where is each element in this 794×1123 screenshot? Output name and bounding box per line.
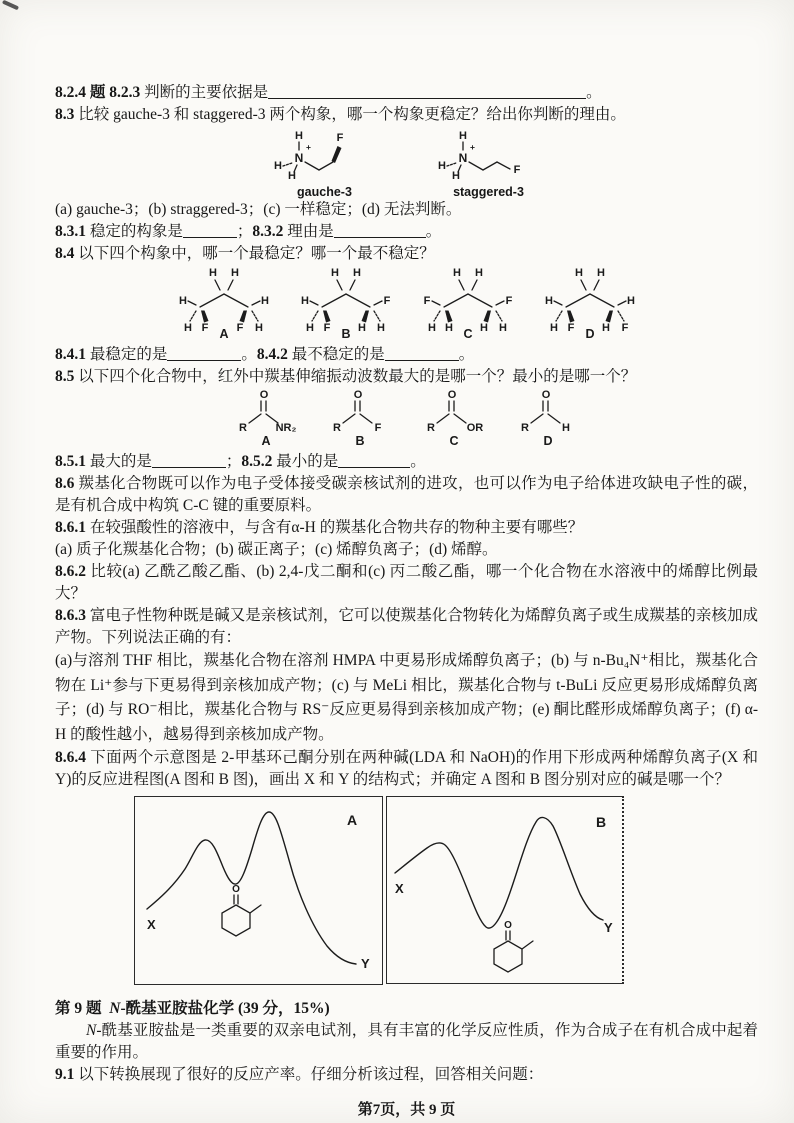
options-8-6-3: [55, 649, 758, 747]
atom-label: O: [259, 389, 268, 401]
question-text: 下面两个示意图是 2-甲基环己酮分别在两种碱(LDA 和 NaOH)的作用下形成两种烯醇负离子(X 和 Y)的反应进程图(A 图和 B 图)，画出 X 和 Y 的结构式；并确定 A 图和 B 图分别对应的碱是哪一个？: [55, 749, 758, 788]
question-8-6: [55, 473, 758, 517]
atom-label: H: [444, 322, 453, 334]
structure-letter: C: [448, 434, 459, 446]
answer-blank: [183, 224, 237, 238]
structure-letter: D: [542, 434, 553, 446]
atom-label: O: [447, 389, 456, 401]
question-number: 8.3.1: [55, 223, 86, 240]
2-methylcyclohexanone-structure: [222, 884, 261, 936]
punctuation: 。: [458, 346, 475, 363]
conformer-structures-8-3: [55, 128, 758, 199]
question-text: 稳定的构象是: [86, 223, 183, 240]
question-number: 8.4: [55, 245, 75, 262]
carbonyl-structures-8-5: [55, 388, 758, 451]
atom-label: F: [621, 322, 628, 334]
acyl-fluoride-structure: [325, 388, 395, 451]
conformer-b-structure: [298, 265, 394, 344]
question-text: 比较 gauche-3 和 staggered-3 两个构象，哪一个构象更稳定？给出你判断的理由。: [74, 106, 626, 123]
atom-label: R: [238, 422, 247, 434]
question-number: 8.5.2: [241, 453, 273, 470]
atom-label: F: [383, 295, 390, 307]
atom-label: H: [561, 422, 570, 434]
x-state-label: X: [147, 917, 156, 932]
atom-label: H: [437, 160, 446, 172]
options-text: (a) gauche-3；(b) straggered-3；(c) 一样稳定；(d) 无法判断。: [55, 201, 462, 218]
atom-label: H: [626, 295, 635, 307]
atom-label: H: [352, 267, 361, 279]
atom-label: H: [330, 267, 339, 279]
question-title: -酰基亚胺盐化学 (39 分，15%): [120, 1000, 330, 1017]
reaction-progress-diagram-a: [134, 796, 383, 985]
question-8-6-1: [55, 517, 758, 539]
atom-label: H: [300, 295, 309, 307]
question-8-5: [55, 366, 758, 388]
punctuation: 。: [241, 346, 257, 363]
punctuation: 。: [425, 223, 442, 240]
question-number: 8.3.2: [252, 223, 284, 240]
diagram-letter: B: [596, 814, 607, 830]
question-number: 8.2.4 题 8.2.3: [55, 84, 141, 101]
question-8-5-1: [55, 451, 758, 473]
question-number: 8.4.2: [256, 346, 288, 363]
options-text: (a) 质子化羰基化合物；(b) 碳正离子；(c) 烯醇负离子；(d) 烯醇。: [55, 541, 498, 558]
gauche-3-drawing: [269, 128, 381, 180]
atom-label: F: [323, 322, 330, 334]
atom-label: H: [357, 322, 366, 334]
options-8-3: [55, 199, 758, 221]
reaction-progress-diagrams: [134, 796, 758, 985]
atom-label: O: [541, 389, 550, 401]
atom-label: R: [426, 422, 435, 434]
2-methylcyclohexanone-structure: [494, 920, 533, 972]
atom-label: H: [287, 170, 296, 180]
atom-label: F: [567, 322, 574, 334]
atom-label: H: [479, 322, 488, 334]
atom-label: O: [504, 920, 512, 931]
atom-label: H: [183, 322, 192, 334]
atom-label: H: [254, 322, 263, 334]
amide-structure: [231, 388, 301, 451]
atom-label: H: [498, 322, 507, 334]
question-number: 8.3: [55, 106, 75, 123]
conformer-d-drawing: [542, 265, 638, 339]
conformer-a-structure: [176, 265, 272, 344]
options-text: (a)与溶剂 THF 相比，羰基化合物在溶剂 HMPA 中更易形成烯醇负离子；(b) 与 n-Bu₄N⁺相比，羰基化合物在 Li⁺参与下更易得到亲核加成产物；(c) 与 MeLi 相比，羰基化合物与 t-BuLi 反应更易形成烯醇负离子；(d) 与 RO⁻相比，羰基化合物与 RS⁻反应更易得到亲核加成产物；(e) 酮比醛形成烯醇负离子；(f) α-H 的酸性越小，越易得到亲核加成产物。: [55, 652, 758, 743]
answer-blank: [152, 454, 226, 468]
question-text: 最不稳定的是: [287, 346, 385, 363]
atom-label: F: [236, 322, 243, 334]
question-8-4: [55, 243, 758, 265]
structure-letter: B: [340, 327, 351, 339]
staggered-3-drawing: [433, 128, 545, 180]
question-text: 判断的主要依据是: [140, 84, 269, 101]
atom-label: H: [452, 267, 461, 279]
conformer-d-structure: [542, 265, 638, 344]
conformer-a-drawing: [176, 265, 272, 339]
question-text: 比较(a) 乙酰乙酸乙酯、(b) 2,4-戊二酮和(c) 丙二酸乙酯，哪一个化合物在水溶液中的烯醇比例最大？: [55, 563, 758, 602]
staggered-3-structure: [433, 128, 545, 199]
charge-label: +: [469, 142, 475, 152]
question-number: 8.6.2: [55, 563, 86, 580]
atom-label: F: [201, 322, 208, 334]
question-text: 羰基化合物既可以作为电子受体接受碳亲核试剂的进攻，也可以作为电子给体进攻缺电子性的碳，是有机合成中构筑 C-C 键的重要原料。: [55, 475, 758, 514]
question-number: 8.6.3: [55, 607, 86, 624]
reaction-progress-diagram-b: [386, 796, 624, 984]
question-text: 以下四个构象中，哪一个最稳定？哪一个最不稳定？: [74, 245, 435, 262]
atom-label: H: [451, 170, 460, 180]
atom-label: H: [549, 322, 558, 334]
structure-letter: A: [260, 434, 271, 446]
atom-label: O: [232, 884, 240, 895]
question-8-6-3: [55, 605, 758, 649]
scan-artifact: [2, 0, 19, 10]
question-text: 富电子性物种既是碱又是亲核试剂，它可以使羰基化合物转化为烯醇负离子或生成羰基的亲核加成产物。下列说法正确的有：: [55, 607, 758, 646]
atom-label: H: [294, 130, 303, 142]
atom-label: F: [374, 422, 381, 434]
structure-caption: gauche-3: [297, 185, 352, 199]
question-text: 以下转换展现了很好的反应产率。仔细分析该过程，回答相关问题：: [74, 1066, 544, 1083]
gauche-3-structure: [269, 128, 381, 199]
question-9-heading: [55, 998, 758, 1020]
atom-label: H: [230, 267, 239, 279]
atom-label: F: [423, 295, 430, 307]
question-text: 在较强酸性的溶液中，与含有α-H 的羰基化合物共存的物种主要有哪些？: [86, 519, 584, 536]
options-8-6-1: [55, 539, 758, 561]
question-9-1: [55, 1064, 758, 1086]
charge-label: +: [305, 142, 311, 152]
atom-label: N: [294, 151, 303, 165]
atom-label: H: [260, 295, 269, 307]
question-number: 9.1: [55, 1066, 75, 1083]
answer-blank: [385, 347, 459, 361]
italic-n-prefix: N: [86, 1022, 97, 1039]
aldehyde-structure: [513, 388, 583, 451]
atom-label: H: [544, 295, 553, 307]
question-number: 8.5.1: [55, 453, 86, 470]
question-text: 最大的是: [86, 453, 152, 470]
question-8-6-4: [55, 747, 758, 791]
atom-label: R: [332, 422, 341, 434]
atom-label: F: [513, 164, 520, 176]
structure-letter: B: [354, 434, 365, 446]
atom-label: H: [305, 322, 314, 334]
aldehyde-drawing: [513, 388, 583, 446]
question-number: 8.6.1: [55, 519, 86, 536]
question-number: 8.6: [55, 475, 75, 492]
atom-label: N: [458, 151, 467, 165]
atom-label: H: [376, 322, 385, 334]
atom-label: R: [520, 422, 529, 434]
conformer-c-structure: [420, 265, 516, 344]
answer-blank: [167, 347, 241, 361]
x-state-label: X: [395, 881, 404, 896]
ester-structure: [419, 388, 489, 451]
conformer-structures-8-4: [55, 265, 758, 344]
atom-label: F: [336, 132, 343, 144]
question-text: 最小的是: [272, 453, 339, 470]
atom-label: H: [601, 322, 610, 334]
atom-label: H: [596, 267, 605, 279]
atom-label: OR: [466, 422, 483, 434]
structure-letter: D: [584, 327, 595, 339]
intro-text: -酰基亚胺盐是一类重要的双亲电试剂，具有丰富的化学反应性质，作为合成子在有机合成中起着重要的作用。: [55, 1022, 758, 1061]
conformer-b-drawing: [298, 265, 394, 339]
question-number: 8.5: [55, 368, 75, 385]
amide-drawing: [231, 388, 301, 446]
question-8-6-2: [55, 561, 758, 605]
answer-blank: [268, 85, 586, 99]
atom-label: H: [178, 295, 187, 307]
question-8-4-1: [55, 344, 758, 366]
punctuation: ；: [236, 223, 253, 240]
conformer-c-drawing: [420, 265, 516, 339]
atom-label: H: [273, 160, 282, 172]
punctuation: 。: [586, 84, 602, 101]
structure-caption: staggered-3: [453, 185, 524, 199]
acyl-fluoride-drawing: [325, 388, 395, 446]
diagram-letter: A: [347, 812, 358, 828]
page-footer: 第7页，共 9 页: [357, 1102, 456, 1118]
question-text: 最稳定的是: [86, 346, 168, 363]
answer-blank: [334, 224, 426, 238]
diagram-a-plot: [135, 797, 382, 979]
y-state-label: Y: [604, 920, 613, 935]
answer-blank: [338, 454, 410, 468]
atom-label: O: [353, 389, 362, 401]
question-9-intro: [55, 1020, 758, 1064]
question-text: 理由是: [283, 223, 334, 240]
diagram-b-plot: [387, 797, 622, 978]
question-number: 8.4.1: [55, 346, 86, 363]
punctuation: ；: [225, 453, 242, 470]
question-text: 以下四个化合物中，红外中羰基伸缩振动波数最大的是哪一个？最小的是哪一个？: [74, 368, 637, 385]
structure-letter: C: [462, 327, 473, 339]
question-8-3-1: [55, 221, 758, 243]
atom-label: H: [208, 267, 217, 279]
question-number: 第 9 题: [55, 1000, 102, 1017]
ester-drawing: [419, 388, 489, 446]
question-8-2-4: [55, 82, 758, 104]
question-8-3: [55, 104, 758, 126]
structure-letter: A: [218, 327, 229, 339]
atom-label: H: [427, 322, 436, 334]
atom-label: F: [505, 295, 512, 307]
atom-label: NR₂: [275, 422, 296, 434]
punctuation: 。: [410, 453, 426, 470]
atom-label: H: [474, 267, 483, 279]
atom-label: H: [458, 130, 467, 142]
question-number: 8.6.4: [55, 749, 86, 766]
italic-n-prefix: N: [109, 1000, 121, 1017]
y-state-label: Y: [361, 956, 370, 971]
atom-label: H: [574, 267, 583, 279]
